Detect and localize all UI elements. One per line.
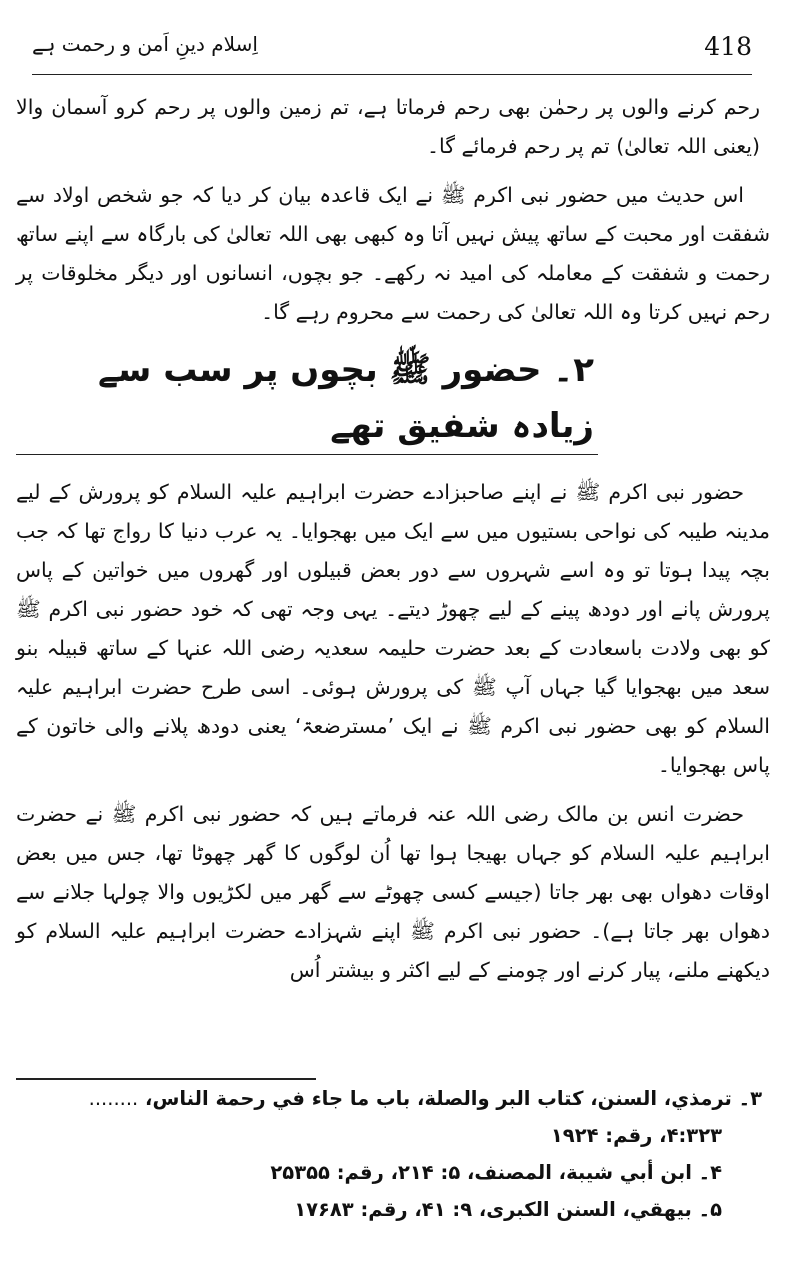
footnote-continuation-dots: ........ xyxy=(88,1087,139,1110)
footnote-3-cont xyxy=(16,1117,762,1154)
footnotes xyxy=(16,1078,762,1228)
page-body xyxy=(16,88,770,1000)
section-heading xyxy=(16,342,770,455)
footnote-3 xyxy=(16,1080,762,1117)
running-header xyxy=(32,30,752,75)
footnote-5-text: ۵۔ بيهقي، السنن الكبرى، ۹: ۴۱، رقم: ۱۷۶۸۳ xyxy=(294,1198,722,1221)
page-number: 418 xyxy=(704,32,752,61)
paragraph-anas-narration: حضرت انس بن مالک رضی اللہ عنہ فرماتے ہیں کہ حضور نبی اکرم ﷺ نے حضرت ابراہیم علیہ السلام کو جہاں بھیجا ہوا تھا اُن لوگوں کا گھر چھوٹا تھا، جس میں بعض اوقات دھواں بھی بھر جاتا (جیسے کسی چھوٹے سے گھر میں لکڑیوں والا چولہا جلانے سے دھواں بھر جاتا ہے)۔ حضور نبی اکرم ﷺ اپنے شہزادے حضرت ابراہیم علیہ السلام کو دیکھنے ملنے، پیار کرنے اور چومنے کے لیے اکثر و بیشتر اُس xyxy=(16,802,770,982)
paragraph-commentary: اس حدیث میں حضور نبی اکرم ﷺ نے ایک قاعدہ بیان کر دیا کہ جو شخص اولاد سے شفقت اور محبت کے ساتھ پیش نہیں آتا وہ کبھی بھی اللہ تعالیٰ کی بارگاہ سے اپنے ساتھ رحمت و شفقت کے معاملہ کی امید نہ رکھے۔ جو بچوں، انسانوں اور دیگر مخلوقات پر رحم نہیں کرتا وہ اللہ تعالیٰ کی رحمت سے محروم رہے گا۔ xyxy=(15,183,770,324)
footnote-3-text: ۳۔ ترمذي، السنن، كتاب البر والصلة، باب ما جاء في رحمة الناس، xyxy=(145,1087,762,1110)
footnote-5 xyxy=(16,1191,762,1228)
section-heading-text: ۲۔ حضور ﷺ بچوں پر سب سے زیادہ شفیق تھے xyxy=(16,342,598,455)
paragraph-hadith-ending: رحم کرنے والوں پر رحمٰن بھی رحم فرماتا ہے، تم زمین والوں پر رحم کرو آسمان والا (یعنی اللہ تعالیٰ) تم پر رحم فرمائے گا۔ xyxy=(16,95,760,158)
footnote-4 xyxy=(16,1154,762,1191)
footnote-3-reference: ۴:۳۲۳، رقم: ۱۹۲۴ xyxy=(550,1124,722,1147)
paragraph-ibrahim-upbringing: حضور نبی اکرم ﷺ نے اپنے صاحبزادے حضرت ابراہیم علیہ السلام کو پرورش کے لیے مدینہ طیبہ کی نواحی بستیوں میں سے ایک میں بھجوایا۔ یہ عرب دنیا کا رواج تھا کہ جب بچہ پیدا ہوتا تو وہ اسے شہروں سے دور بعض قبیلوں اور گھروں میں خواتین کے پاس پرورش پانے اور دودھ پینے کے لیے چھوڑ دیتے۔ یہی وجہ تھی کہ خود حضور نبی اکرم ﷺ کو بھی ولادت باسعادت کے بعد حضرت حلیمہ سعدیہ رضی اللہ عنہا کے ساتھ قبیلہ بنو سعد میں بھجوایا گیا جہاں آپ ﷺ کی پرورش ہوئی۔ اسی طرح حضرت ابراہیم علیہ السلام کو بھی حضور نبی اکرم ﷺ نے ایک ’مسترضعۃ‘ یعنی دودھ پلانے والی خاتون کے پاس بھجوایا۔ xyxy=(16,480,770,777)
footnote-4-text: ۴۔ ابن أبي شيبة، المصنف، ۵: ۲۱۴، رقم: ۲۵۳۵۵ xyxy=(270,1161,722,1184)
running-title: اِسلام دینِ اَمن و رحمت ہے xyxy=(32,32,258,56)
